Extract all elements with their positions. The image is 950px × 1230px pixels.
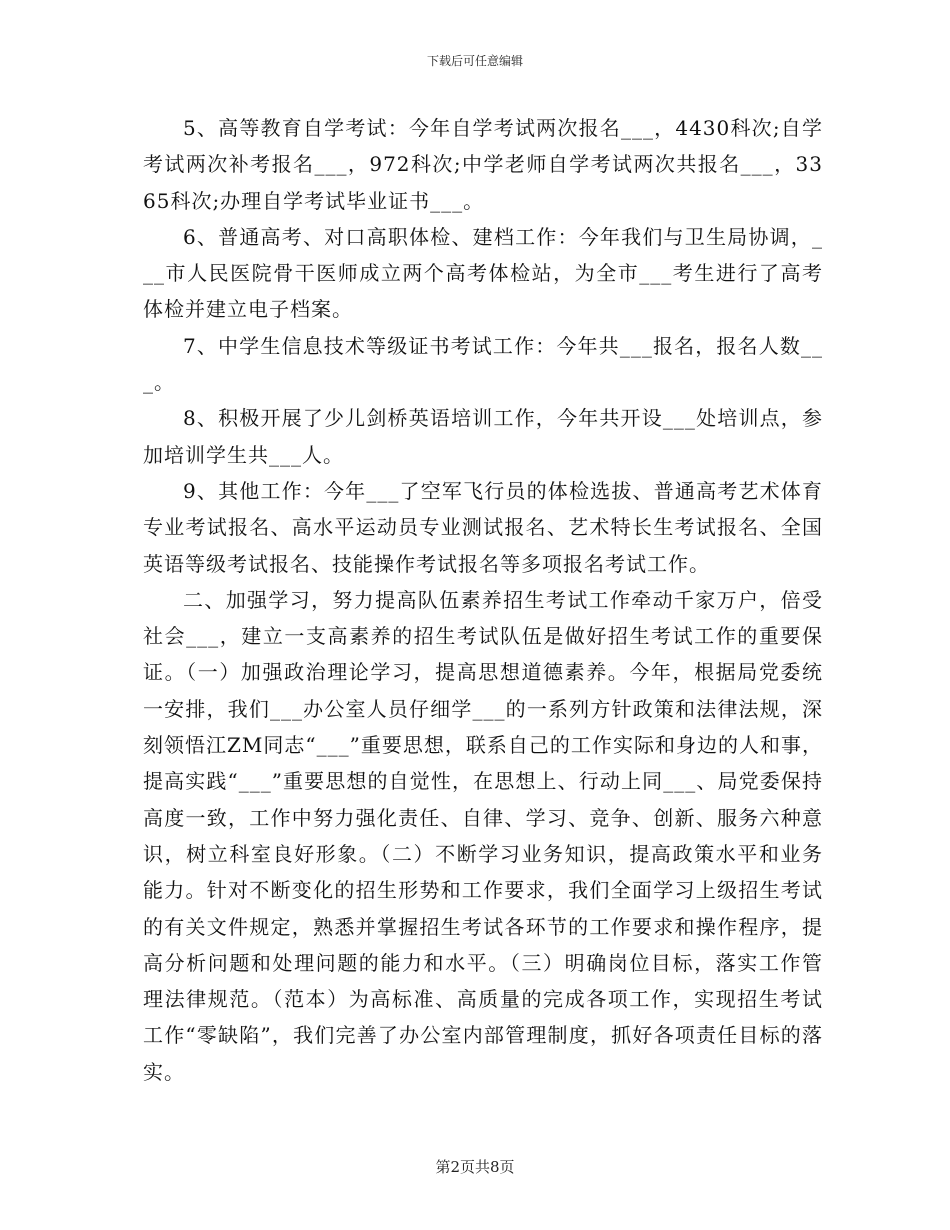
paragraph-strengthen-learning: 二、加强学习，努力提高队伍素养招生考试工作牵动千家万户，倍受社会___，建立一支高素养的招生考试队伍是做好招生考试工作的重要保证。（一）加强政治理论学习，提高思想道德素养。今年，根据局党委统一安排，我们___办公室人员仔细学___的一系列方针政策和法律法规，深刻领悟江ZM同志“___”重要思想，联系自己的工作实际和身边的人和事，提高实践“___”重要思想的自觉性，在思想上、行动上同___、局党委保持高度一致，工作中努力强化责任、自律、学习、竞争、创新、服务六种意识，树立科室良好形象。（二）不断学习业务知识，提高政策水平和业务能力。针对不断变化的招生形势和工作要求，我们全面学习上级招生考试的有关文件规定，熟悉并掌握招生考试各环节的工作要求和操作程序，提高分析问题和处理问题的能力和水平。（三）明确岗位目标，落实工作管理法律规范。（范本）为高标准、高质量的完成各项工作，实现招生考试工作“零缺陷”，我们完善了办公室内部管理制度，抓好各项责任目标的落实。 [143,587,823,1084]
paragraph-self-study-exam: 5、高等教育自学考试：今年自学考试两次报名___，4430科次;自学考试两次补考报名___，972科次;中学老师自学考试两次共报名___，3365科次;办理自学考试毕业证书___。 [143,116,823,213]
paragraph-it-certificate-exam: 7、中学生信息技术等级证书考试工作：今年共___报名，报名人数___。 [143,333,823,395]
paragraph-cambridge-english-training: 8、积极开展了少儿剑桥英语培训工作，今年共开设___处培训点，参加培训学生共___人。 [143,406,823,467]
document-body [143,110,823,1090]
paragraph-college-entrance-health-check: 6、普通高考、对口高职体检、建档工作：今年我们与卫生局协调，___市人民医院骨干医师成立两个高考体检站，为全市___考生进行了高考体检并建立电子档案。 [143,224,823,322]
paragraph-other-work: 9、其他工作：今年___了空军飞行员的体检选拔、普通高考艺术体育专业考试报名、高水平运动员专业测试报名、艺术特长生考试报名、全国英语等级考试报名、技能操作考试报名等多项报名考试工作。 [143,478,823,576]
page-header: 下载后可任意编辑 [426,54,523,68]
page-number-footer: 第2页共8页 [435,1158,515,1176]
